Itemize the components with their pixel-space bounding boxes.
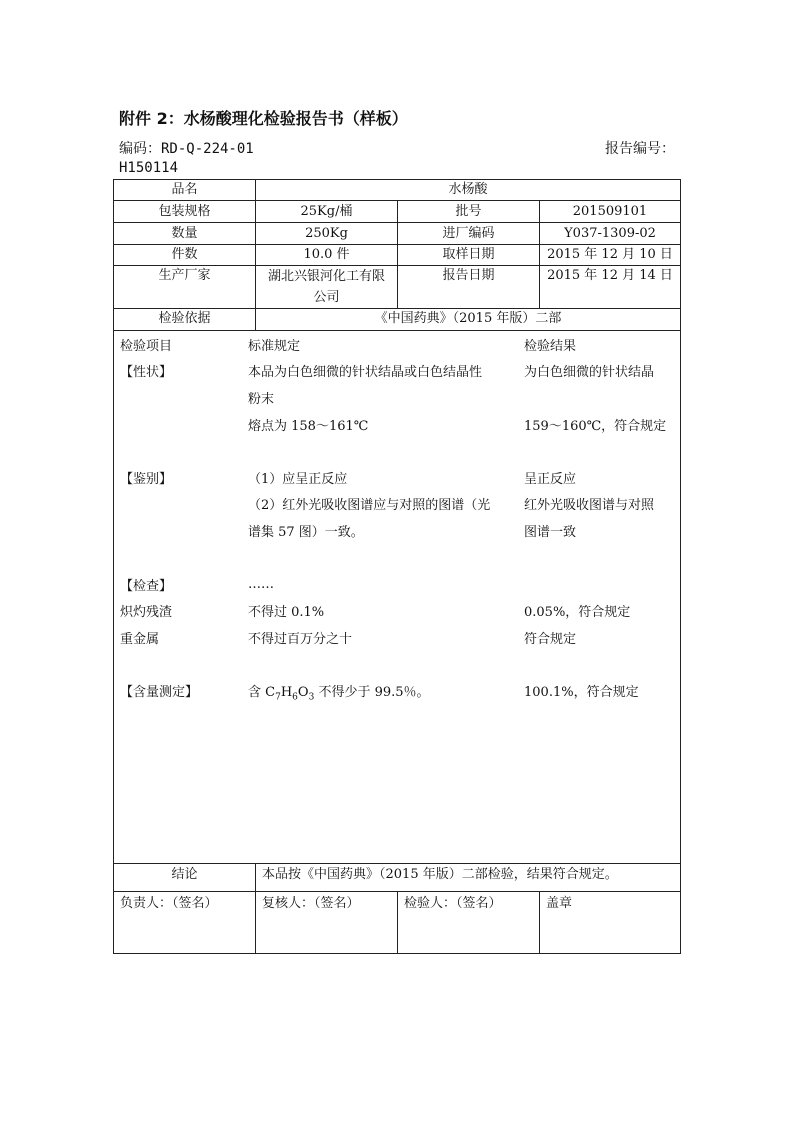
identification-std-2-line2: 谱集 57 图）一致。 xyxy=(248,525,364,540)
pieces-label: 件数 xyxy=(171,247,198,262)
conclusion-text: 本品按《中国药典》（2015 年版）二部检验，结果符合规定。 xyxy=(262,867,618,882)
report-number: H150114 xyxy=(119,160,179,176)
ignition-residue-label: 炽灼残渣 xyxy=(120,605,173,620)
basis-value: 《中国药典》（2015 年版）二部 xyxy=(374,311,562,326)
col-result-header: 检验结果 xyxy=(524,339,577,354)
melting-std: 熔点为 158～161℃ xyxy=(248,419,369,434)
assay-o: O xyxy=(297,685,309,700)
melting-result: 159～160℃，符合规定 xyxy=(524,419,667,434)
incoming-value: Y037-1309-02 xyxy=(564,226,656,241)
report-date-value: 2015 年 12 月 14 日 xyxy=(547,268,673,283)
identification-std-1: （1）应呈正反应 xyxy=(248,472,348,487)
qty-label: 数量 xyxy=(171,226,198,241)
product-label: 品名 xyxy=(171,182,198,197)
assay-label: 【含量测定】 xyxy=(120,685,199,700)
report-date-label: 报告日期 xyxy=(442,268,495,283)
spec-label: 包装规格 xyxy=(158,204,211,219)
qty-value: 250Kg xyxy=(305,226,348,241)
report-table xyxy=(113,179,681,954)
seal-label: 盖章 xyxy=(546,896,573,911)
product-value: 水杨酸 xyxy=(448,182,488,197)
sample-date-value: 2015 年 12 月 10 日 xyxy=(547,247,673,262)
assay-std-prefix: 含 C xyxy=(248,685,276,700)
assay-sub-h: 6 xyxy=(292,692,298,703)
ignition-residue-std: 不得过 0.1% xyxy=(248,605,325,620)
batch-label: 批号 xyxy=(455,204,482,219)
col-std-header: 标准规定 xyxy=(248,339,301,354)
character-result: 为白色细微的针状结晶 xyxy=(524,365,655,380)
identification-result-2-line2: 图谱一致 xyxy=(524,525,577,540)
maker-value-line1: 湖北兴银河化工有限 xyxy=(267,269,385,284)
assay-sub-o: 3 xyxy=(308,692,315,703)
assay-std-suffix: 不得少于 99.5％。 xyxy=(314,685,430,700)
reviewer-signature: 复核人：（签名） xyxy=(262,896,360,911)
character-label: 【性状】 xyxy=(120,365,173,380)
identification-result-1: 呈正反应 xyxy=(524,472,577,487)
ignition-residue-result: 0.05%，符合规定 xyxy=(524,605,631,620)
document-code: 编码：RD-Q-224-01 xyxy=(119,141,254,157)
spec-value: 25Kg/桶 xyxy=(300,204,353,219)
maker-value-line2: 公司 xyxy=(313,290,340,305)
assay-sub-c: 7 xyxy=(275,692,281,703)
identification-label: 【鉴别】 xyxy=(120,472,173,487)
report-number-label: 报告编号： xyxy=(605,141,675,157)
identification-std-2-line1: （2）红外光吸收图谱应与对照的图谱（光 xyxy=(248,498,491,513)
character-std-line1: 本品为白色细微的针状结晶或白色结晶性 xyxy=(248,365,483,380)
assay-result: 100.1%，符合规定 xyxy=(524,685,639,700)
conclusion-label: 结论 xyxy=(171,867,198,882)
col-item-header: 检验项目 xyxy=(120,339,173,354)
assay-h: H xyxy=(280,685,293,700)
assay-std xyxy=(248,684,430,702)
heavy-metal-result: 符合规定 xyxy=(524,632,577,647)
inspection-label: 【检查】 xyxy=(120,579,173,594)
incoming-label: 进厂编码 xyxy=(442,226,495,241)
batch-value: 201509101 xyxy=(572,204,648,219)
character-std-line2: 粉末 xyxy=(248,392,275,407)
heavy-metal-label: 重金属 xyxy=(120,632,160,647)
document-title: 附件 2：水杨酸理化检验报告书（样板） xyxy=(119,109,408,128)
identification-result-2-line1: 红外光吸收图谱与对照 xyxy=(524,498,655,513)
inspector-signature: 检验人：（签名） xyxy=(404,896,502,911)
responsible-signature: 负责人：（签名） xyxy=(120,896,218,911)
basis-label: 检验依据 xyxy=(158,311,211,326)
heavy-metal-std: 不得过百万分之十 xyxy=(248,632,353,647)
maker-label: 生产厂家 xyxy=(158,268,211,283)
pieces-value: 10.0 件 xyxy=(303,247,350,262)
inspection-std: …… xyxy=(248,577,274,592)
sample-date-label: 取样日期 xyxy=(442,247,495,262)
